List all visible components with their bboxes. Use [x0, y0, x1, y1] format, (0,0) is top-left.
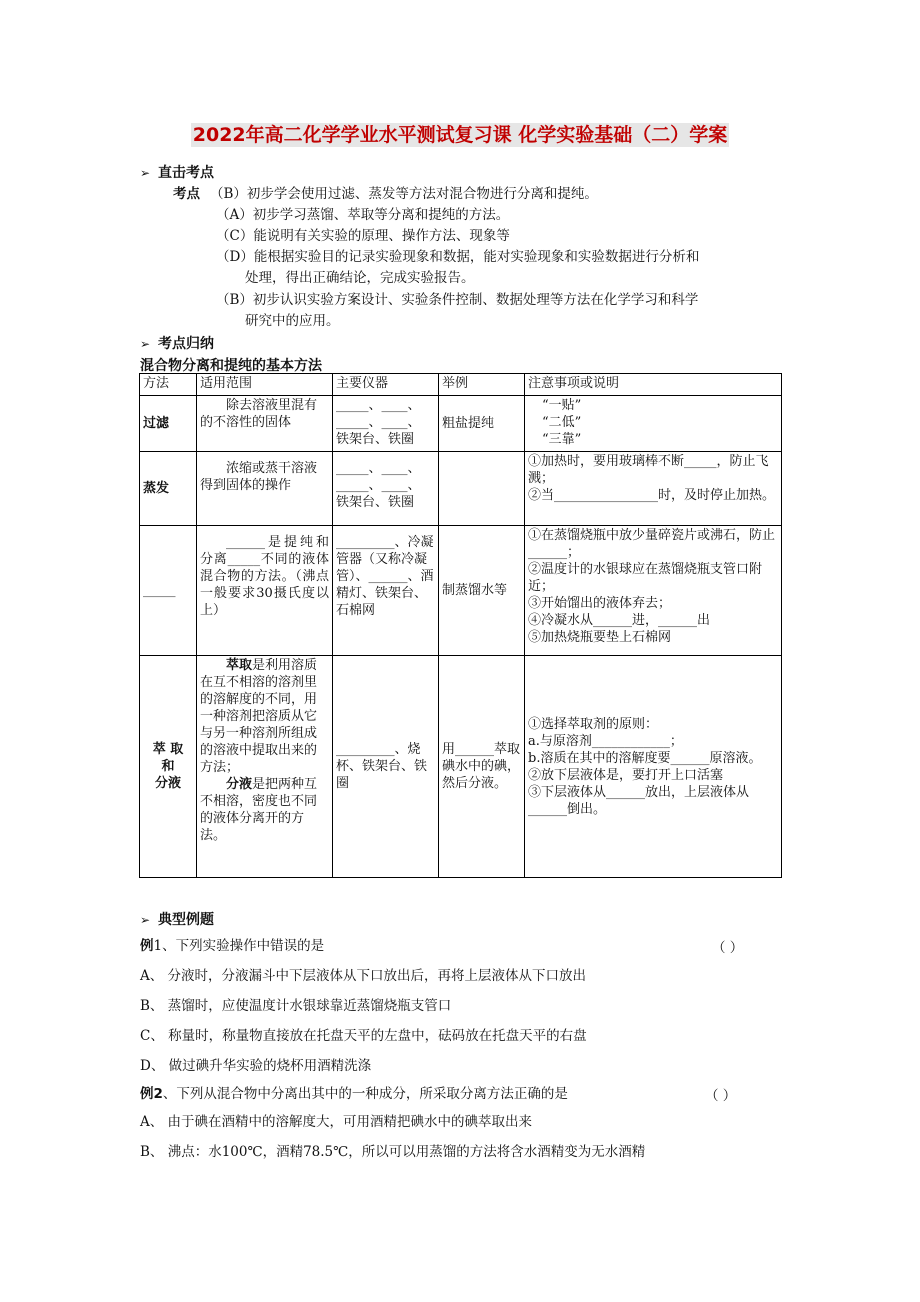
- kaodian-item: （B）初步学会使用过滤、蒸发等方法对混合物进行分离和提纯。: [210, 186, 598, 202]
- note-line: ①加热时，要用玻璃棒不断_____，防止飞溅；: [528, 454, 769, 486]
- instrument-line: _____、____、: [336, 478, 421, 493]
- example-stem-text: 1、下列实验操作中错误的是: [153, 938, 325, 954]
- kaodian-label: 考点: [173, 186, 200, 202]
- note-line: ②当________________时，及时停止加热。: [528, 488, 776, 503]
- note-line: ⑤加热烧瓶要垫上石棉网: [528, 630, 672, 645]
- notes-cell: [525, 656, 782, 878]
- instrument-line: 铁架台、铁圈: [336, 495, 415, 510]
- instrument-cell: _________、冷凝管器（又称冷凝管）、______、酒精灯、铁架台、石棉网: [333, 526, 439, 656]
- note-line: ①选择萃取剂的原则：: [528, 716, 659, 732]
- option-line: A、 由于碘在酒精中的溶解度大，可用酒精把碘水中的碘萃取出来: [140, 1114, 533, 1130]
- scope-cell: [197, 656, 333, 878]
- section-label: 考点归纳: [158, 336, 214, 352]
- example2-stem: [140, 1084, 568, 1104]
- method-line: 分液: [154, 776, 181, 791]
- method-line: 和: [161, 759, 175, 774]
- instrument-line: _____、____、: [336, 398, 421, 413]
- scope-text: 是把两种互不相溶，密度也不同的液体分离开的方法。: [200, 777, 318, 843]
- notes-cell: [525, 452, 782, 526]
- option-line: C、 称量时，称量物直接放在托盘天平的左盘中，砝码放在托盘天平的右盘: [140, 1028, 587, 1044]
- table-row: [140, 396, 782, 452]
- scope-cell: 浓缩或蒸干溶液得到固体的操作: [197, 452, 333, 526]
- note-line: ④冷凝水从______进，______出: [528, 613, 711, 628]
- instrument-cell: [333, 452, 439, 526]
- answer-parentheses: （ ）: [705, 1088, 737, 1104]
- kaodian-item: 研究中的应用。: [245, 313, 340, 329]
- table-title: 混合物分离和提纯的基本方法: [140, 358, 322, 374]
- kaodian-item: 处理，得出正确结论，完成实验报告。: [245, 270, 475, 286]
- method-cell: 过滤: [140, 396, 197, 452]
- note-line: ②放下层液体是，要打开上口活塞: [528, 767, 724, 783]
- note-line: ③开始馏出的液体弃去；: [528, 596, 672, 611]
- example-cell: [439, 452, 525, 526]
- method-cell: _____: [140, 526, 197, 656]
- note-line: “二低”: [542, 415, 582, 430]
- notes-cell: [525, 526, 782, 656]
- page-title-text: 2022年高二化学学业水平测试复习课 化学实验基础（二）学案: [192, 124, 728, 146]
- note-line: “一贴”: [542, 398, 582, 413]
- example-cell: 粗盐提纯: [439, 396, 525, 452]
- table-row: [140, 526, 782, 656]
- notes-cell: [525, 396, 782, 452]
- scope-cell: ______是提纯和分离_____不同的液体混合物的方法。（沸点一般要求30摄氏度以上）: [197, 526, 333, 656]
- instrument-cell: [333, 396, 439, 452]
- note-line: ②温度计的水银球应在蒸馏烧瓶支管口附近；: [528, 562, 763, 594]
- section-label: 典型例题: [158, 912, 214, 928]
- option-line: D、 做过碘升华实验的烧杯用酒精洗涤: [140, 1058, 372, 1074]
- methods-table: [139, 373, 782, 878]
- term-label: 分液: [226, 777, 253, 792]
- section-heading-examples: [140, 909, 214, 929]
- kaodian-item: （D）能根据实验目的记录实验现象和数据，能对实验现象和实验数据进行分析和: [216, 249, 700, 265]
- scope-cell: 除去溶液里混有的不溶性的固体: [197, 396, 333, 452]
- option-line: B、 蒸馏时，应使温度计水银球靠近蒸馏烧瓶支管口: [140, 998, 452, 1014]
- header-cell: 注意事项或说明: [525, 374, 782, 396]
- scope-para: [200, 657, 329, 776]
- section-heading-direct: [140, 162, 214, 182]
- option-line: B、 沸点：水100℃，酒精78.5℃，所以可以用蒸馏的方法将含水酒精变为无水酒精: [140, 1144, 646, 1160]
- example-label: 例2: [140, 1086, 163, 1102]
- method-cell: 蒸发: [140, 452, 197, 526]
- note-line: a.与原溶剂____________；: [528, 733, 683, 749]
- table-header-row: [140, 374, 782, 396]
- section-heading-summary: [140, 333, 214, 353]
- header-cell: 适用范围: [197, 374, 333, 396]
- example-label: 例: [140, 938, 154, 954]
- instrument-cell: _________、烧杯、铁架台、铁圈: [333, 656, 439, 878]
- header-cell: 主要仪器: [333, 374, 439, 396]
- instrument-line: 铁架台、铁圈: [336, 432, 415, 447]
- instrument-line: _____、____、: [336, 461, 421, 476]
- answer-parentheses: （ ）: [712, 940, 744, 956]
- method-line: 萃 取: [152, 742, 184, 757]
- arrow-icon: ➢: [140, 166, 151, 180]
- instrument-line: _____、____、: [336, 415, 421, 430]
- table-row: [140, 656, 782, 878]
- option-line: A、 分液时，分液漏斗中下层液体从下口放出后，再将上层液体从下口放出: [140, 968, 587, 984]
- page-title: [0, 120, 920, 147]
- kaodian-item: （C）能说明有关实验的原理、操作方法、现象等: [216, 228, 510, 244]
- term-label: 萃取: [226, 658, 253, 673]
- example-stem-text: 、下列从混合物中分离出其中的一种成分，所采取分离方法正确的是: [162, 1086, 568, 1102]
- note-line: “三靠”: [542, 432, 582, 447]
- example-cell: 制蒸馏水等: [439, 526, 525, 656]
- note-line: ③下层液体从______放出，上层液体从______倒出。: [528, 784, 750, 817]
- note-line: b.溶质在其中的溶解度要______原溶液。: [528, 750, 762, 766]
- arrow-icon: ➢: [140, 913, 151, 927]
- table-row: [140, 452, 782, 526]
- kaodian-item: （A）初步学习蒸馏、萃取等分离和提纯的方法。: [216, 207, 510, 223]
- arrow-icon: ➢: [140, 337, 151, 351]
- method-cell: [140, 656, 197, 878]
- header-cell: 方法: [140, 374, 197, 396]
- example-cell: 用______萃取碘水中的碘，然后分液。: [439, 656, 525, 878]
- scope-text: 是利用溶质在互不相溶的溶剂里的溶解度的不同，用一种溶剂把溶质从它与另一种溶剂所组成的溶液中提取出来的方法；: [200, 658, 318, 775]
- note-line: ①在蒸馏烧瓶中放少量碎瓷片或沸石，防止______；: [528, 528, 776, 560]
- scope-para: [200, 776, 329, 844]
- header-cell: 举例: [439, 374, 525, 396]
- example1-stem: [140, 936, 324, 956]
- kaodian-item: （B）初步认识实验方案设计、实验条件控制、数据处理等方法在化学学习和科学: [216, 292, 699, 308]
- section-label: 直击考点: [158, 165, 214, 181]
